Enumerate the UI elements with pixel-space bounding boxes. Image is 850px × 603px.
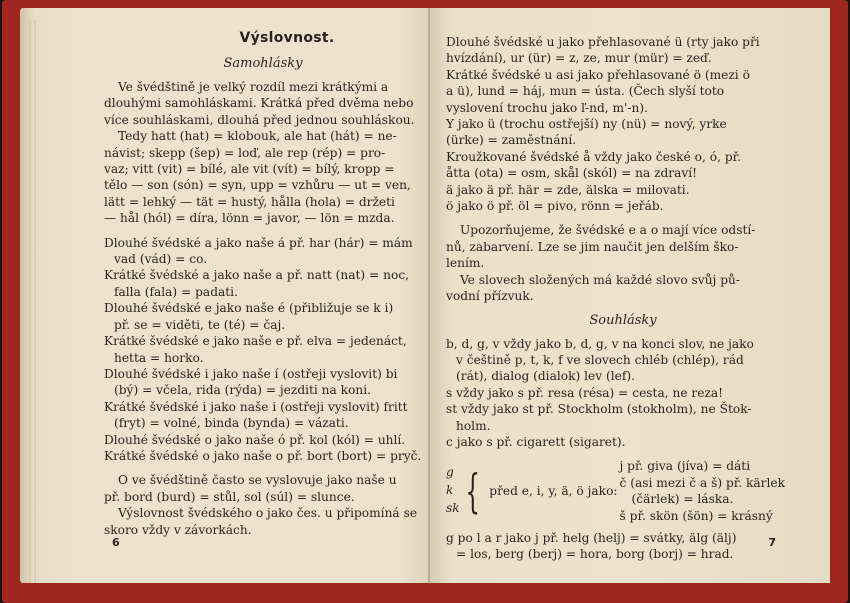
text-line: tělo — son (són) = syn, upp = vzhůru — ut = ven, xyxy=(104,178,411,193)
left-page xyxy=(20,8,430,583)
text-line: vaz; vitt (vit) = bílé, ale vit (vít) = bílý, kropp = xyxy=(104,162,395,177)
text-line: c jako s př. cigarett (sigaret). xyxy=(446,434,626,449)
text-line: holm. xyxy=(456,418,491,433)
text-line: Krátké švédské u asi jako přehlasované ö (mezi ö xyxy=(446,67,750,82)
text-line: lením. xyxy=(446,256,485,271)
text-line: (fryt) = volné, binda (bynda) = vázati. xyxy=(114,416,349,431)
text-line: Dlouhé švédské u jako přehlasované ü (rty jako při xyxy=(446,35,760,49)
curly-brace: { xyxy=(465,464,480,519)
text-line: ä jako ä př. här = zde, älska = milovati. xyxy=(446,182,690,197)
text-line: s vždy jako s př. resa (résa) = cesta, ne reza! xyxy=(446,385,724,400)
brace-item: j př. giva (jíva) = dáti xyxy=(619,459,751,474)
right-text-block-bottom xyxy=(446,530,800,563)
text-line: Ve slovech složených má každé slovo svůj pů- xyxy=(460,272,740,287)
text-line: dlouhými samohláskami. Krátká před dvěma nebo xyxy=(104,96,414,111)
right-text-block-top xyxy=(446,34,800,305)
text-line: Upozorňujeme, že švédské e a o mají více odstí- xyxy=(460,223,756,238)
text-line: vodní přízvuk. xyxy=(446,289,534,304)
text-line: (bý) = včela, rida (rýda) = jezditi na koni. xyxy=(114,383,372,398)
brace-rule xyxy=(446,458,800,524)
text-line: Dlouhé švédské i jako naše í (ostřeji vyslovit) bi xyxy=(104,366,398,381)
brace-letters xyxy=(446,464,458,518)
text-line: b, d, g, v vždy jako b, d, g, v na konci slov, ne jako xyxy=(446,336,754,351)
page-edge xyxy=(29,20,31,583)
right-text-block-mid xyxy=(446,336,800,451)
text-line: a ü), lund = háj, mun = ústa. (Čech slyší toto xyxy=(446,84,725,99)
text-line: Dlouhé švédské e jako naše é (přibližuje se k i) xyxy=(104,301,394,316)
page-number-right: 7 xyxy=(768,536,776,549)
text-line: vyslovení trochu jako ľ-nd, m'-n). xyxy=(446,100,648,115)
text-line: ö jako ö př. öl = pivo, rönn = jeřáb. xyxy=(446,199,664,214)
brace-letter: k xyxy=(446,483,454,498)
text-line: g po l a r jako j př. helg (helj) = svátky, älg (älj) xyxy=(446,530,737,545)
text-line: Krátké švédské a jako naše a př. natt (nat) = noc, xyxy=(104,268,410,283)
right-page xyxy=(430,8,830,583)
text-line: hetta = horko. xyxy=(114,350,204,365)
section-heading-consonants: Souhlásky xyxy=(589,312,657,328)
text-line: åtta (ota) = osm, skål (skól) = na zdraví! xyxy=(446,166,698,181)
text-line: více souhláskami, dlouhá před jednou souhláskou. xyxy=(104,112,415,127)
text-line: návist; skepp (šep) = loď, ale rep (rép) = pro- xyxy=(104,145,386,160)
text-line: Dlouhé švédské o jako naše ó př. kol (kól) = uhlí. xyxy=(104,432,406,447)
text-line: Dlouhé švédské a jako naše á př. har (hár) = mám xyxy=(104,235,413,250)
brace-items xyxy=(620,458,785,524)
text-line: (ürke) = zaměstnání. xyxy=(446,133,577,148)
text-line: př. se = viděti, te (té) = čaj. xyxy=(114,317,286,332)
text-line: př. bord (burd) = stůl, sol (súl) = slunce. xyxy=(104,489,355,504)
page-title: Výslovnost. xyxy=(239,30,335,46)
page-edge xyxy=(24,20,26,583)
page-edge xyxy=(34,20,36,583)
text-line: O ve švédštině často se vyslovuje jako naše u xyxy=(118,473,397,488)
text-line: Výslovnost švédského o jako čes. u připomíná se xyxy=(118,506,418,521)
text-line: Kroužkované švédské å vždy jako české o, ó, př. xyxy=(446,149,741,164)
text-line: Tedy hatt (hat) = klobouk, ale hat (hát) = ne- xyxy=(118,129,397,144)
text-line: Krátké švédské i jako naše i (ostřeji vyslovit) fritt xyxy=(104,399,408,414)
text-line: vad (vád) = co. xyxy=(114,252,208,267)
text-line: Krátké švédské e jako naše e př. elva = jedenáct, xyxy=(104,334,407,349)
page-number-left: 6 xyxy=(112,536,120,549)
text-line: Y jako ü (trochu ostřejší) ny (nü) = nový, yrke xyxy=(446,117,727,132)
text-line: falla (fala) = padati. xyxy=(114,284,238,299)
text-line: nů, zabarvení. Lze se jim naučit jen delším ško- xyxy=(446,239,739,254)
text-line: lätt = lehký — tät = hustý, hålla (hola) = držeti xyxy=(104,194,395,209)
brace-letter: g xyxy=(446,465,454,480)
text-line: hvízdání), ur (ür) = z, ze, mur (mür) = zeď. xyxy=(446,51,712,66)
text-line: Ve švédštině je velký rozdíl mezi krátkými a xyxy=(118,80,389,94)
section-heading-vowels: Samohlásky xyxy=(223,56,303,71)
left-text-block xyxy=(104,79,422,538)
brace-letter: sk xyxy=(446,501,460,516)
brace-item: (čärlek) = láska. xyxy=(631,492,734,507)
brace-condition: před e, i, y, ä, ö jako: xyxy=(489,483,618,498)
text-line: — hål (hól) = díra, lönn = javor, — lön = mzda. xyxy=(104,211,395,226)
brace-item: č (asi mezi č a š) př. kärlek xyxy=(619,475,785,490)
text-line: v češtině p, t, k, f ve slovech chléb (chlép), rád xyxy=(456,352,744,367)
text-line: st vždy jako st př. Stockholm (stokholm), ne Štok- xyxy=(446,402,752,417)
text-line: (rát), dialog (dialok) lev (lef). xyxy=(456,369,635,384)
brace-item: š př. skön (šön) = krásný xyxy=(619,508,773,523)
text-line: skoro vždy v závorkách. xyxy=(104,522,252,537)
text-line: = los, berg (berj) = hora, borg (borj) = hrad. xyxy=(456,547,734,562)
text-line: Krátké švédské o jako naše o př. bort (bort) = pryč. xyxy=(104,448,422,463)
